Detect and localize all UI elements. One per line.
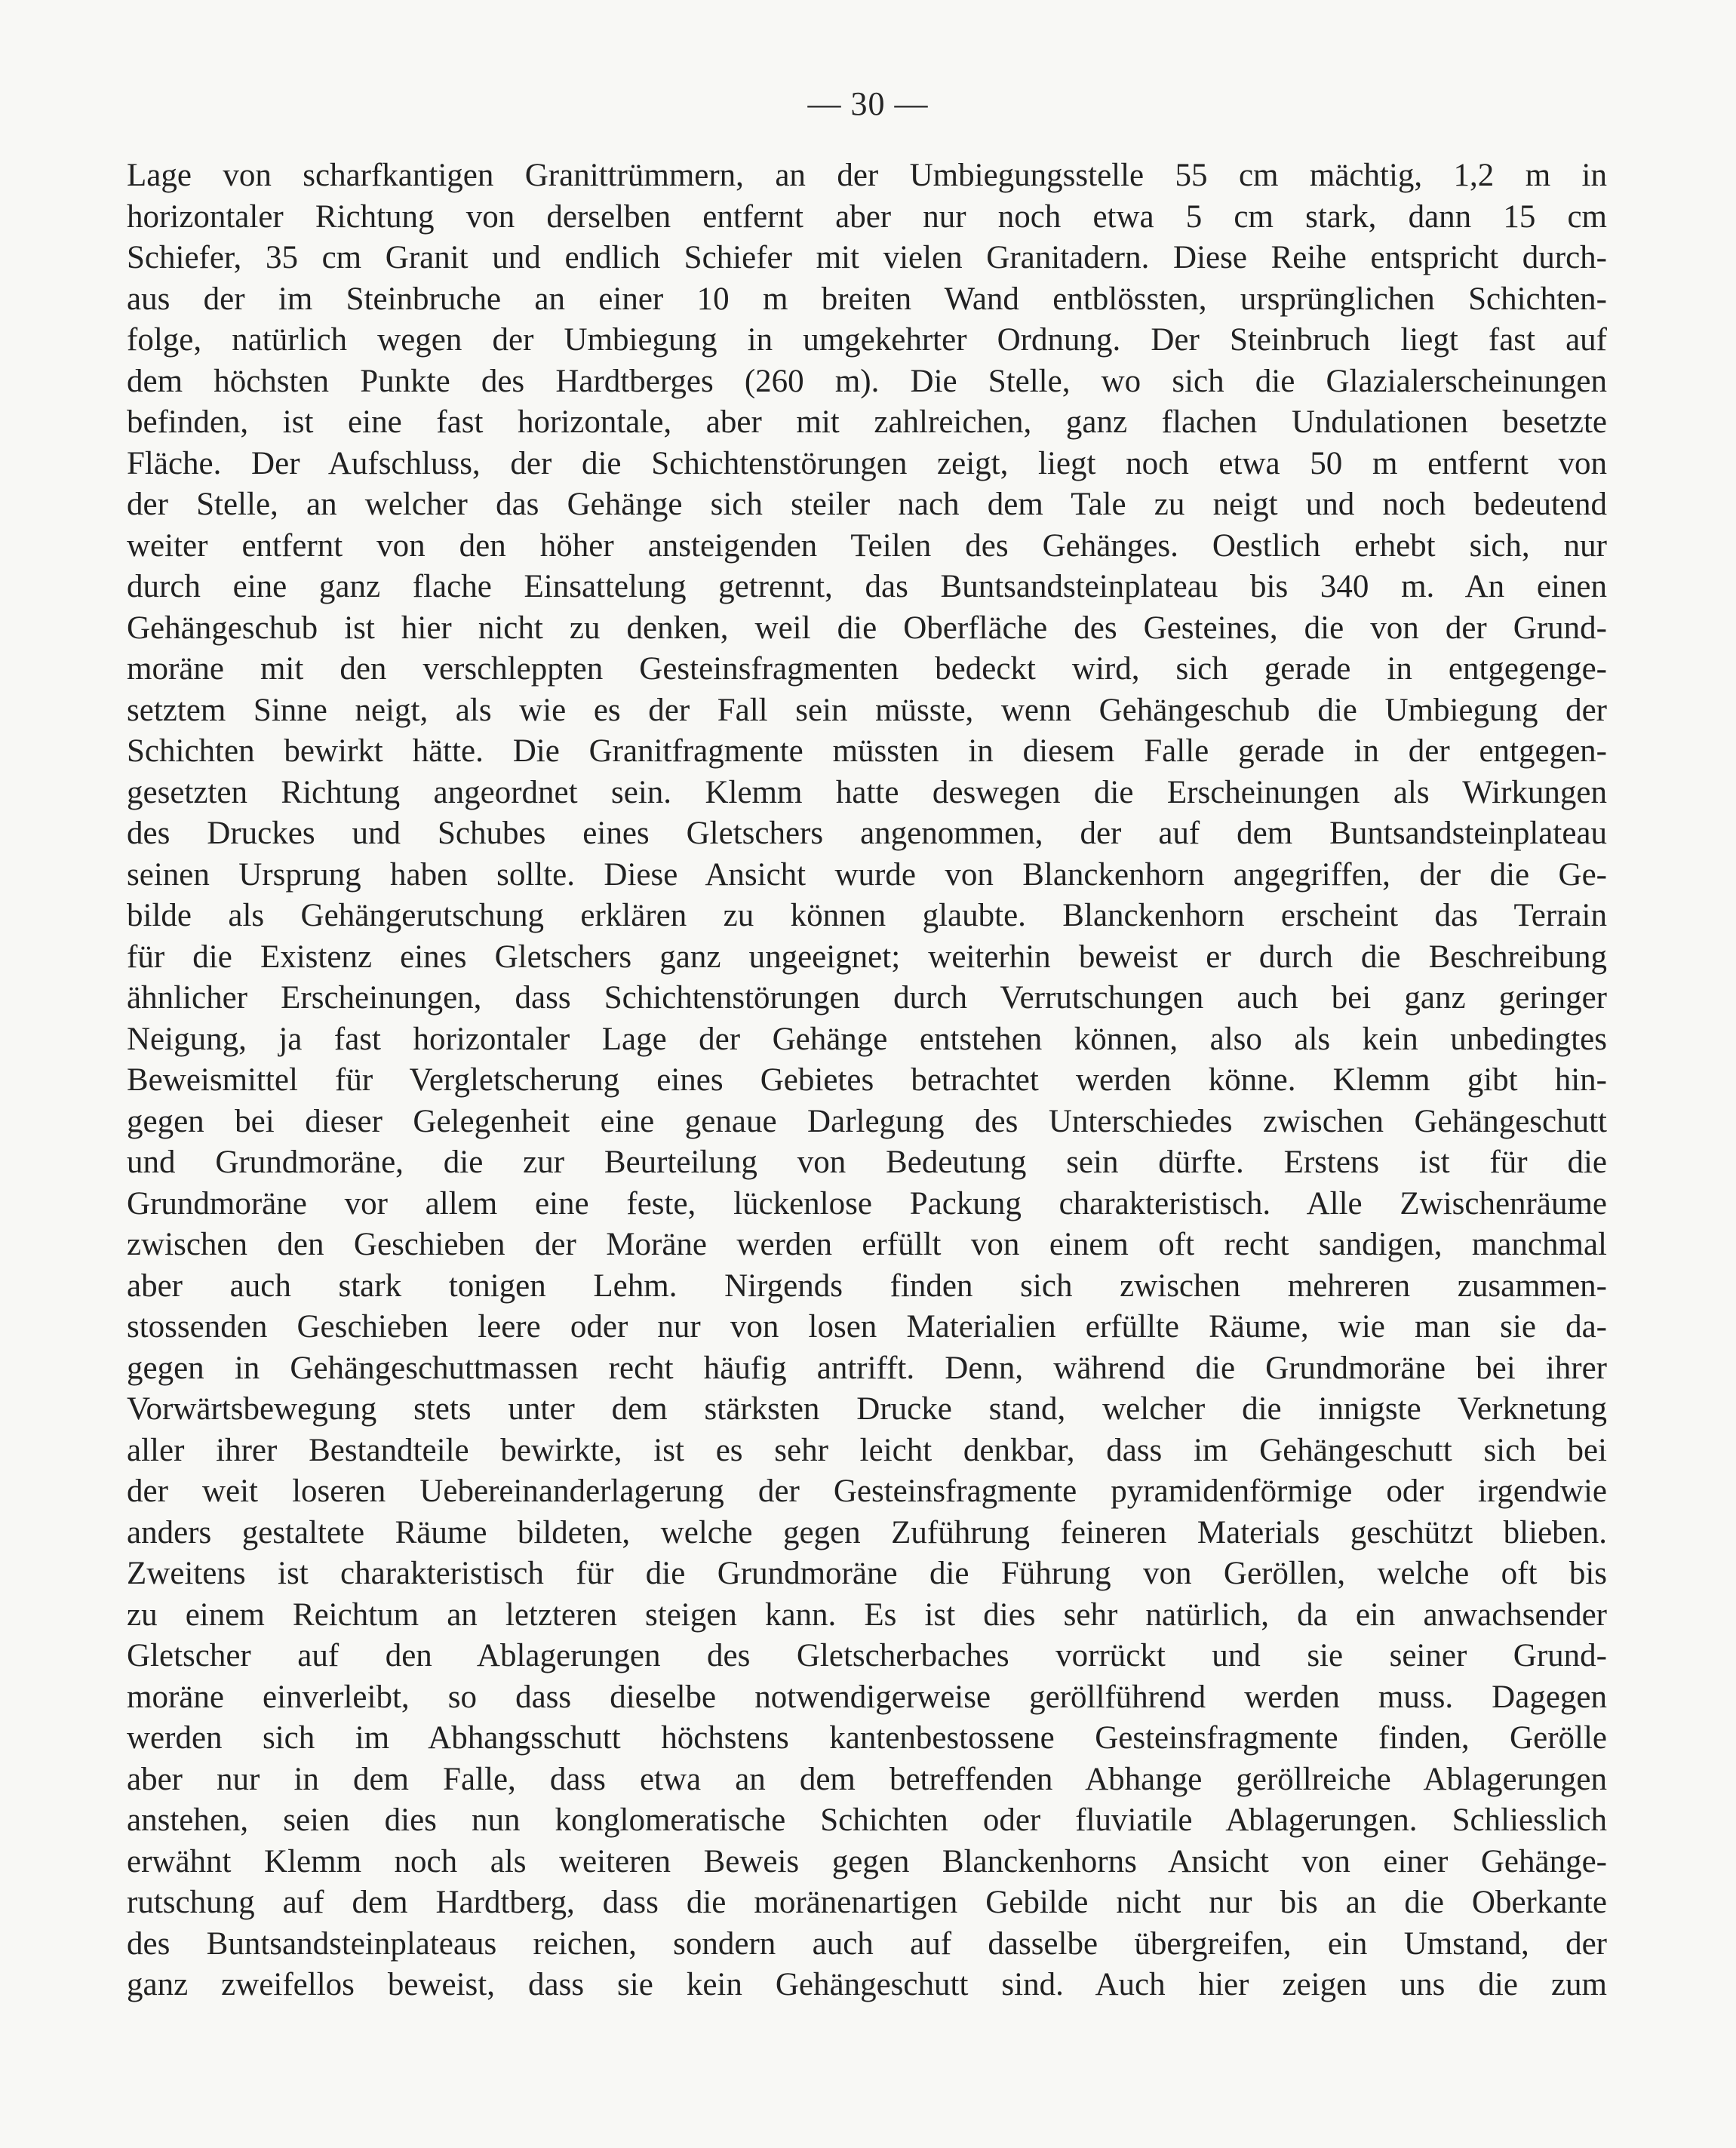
text-line: moräne mit den verschleppten Gesteinsfragmenten bedeckt wird, sich gerade in entgegenge-	[127, 651, 1607, 687]
text-line: moräne einverleibt, so dass dieselbe notwendigerweise geröllführend werden muss. Dagegen	[127, 1679, 1607, 1715]
text-line: gesetzten Richtung angeordnet sein. Klemm hatte deswegen die Erscheinungen als Wirkungen	[127, 774, 1607, 810]
text-line: Schichten bewirkt hätte. Die Granitfragmente müssten in diesem Falle gerade in der entgegen-	[127, 733, 1607, 769]
text-line: folge, natürlich wegen der Umbiegung in umgekehrter Ordnung. Der Steinbruch liegt fast auf	[127, 322, 1607, 358]
text-line: anstehen, seien dies nun konglomeratische Schichten oder fluviatile Ablagerungen. Schliesslich	[127, 1802, 1607, 1838]
text-line: Neigung, ja fast horizontaler Lage der Gehänge entstehen können, also als kein unbedingtes	[127, 1021, 1607, 1057]
text-line: Gehängeschub ist hier nicht zu denken, weil die Oberfläche des Gesteines, die von der Grund-	[127, 610, 1607, 646]
text-line: der Stelle, an welcher das Gehänge sich steiler nach dem Tale zu neigt und noch bedeutend	[127, 487, 1607, 522]
text-line: Gletscher auf den Ablagerungen des Gletscherbaches vorrückt und sie seiner Grund-	[127, 1638, 1607, 1673]
text-line: aller ihrer Bestandteile bewirkte, ist es sehr leicht denkbar, dass im Gehängeschutt sich bei	[127, 1432, 1607, 1468]
text-line: bilde als Gehängerutschung erklären zu können glaubte. Blanckenhorn erscheint das Terrain	[127, 898, 1607, 933]
text-line: zwischen den Geschieben der Moräne werden erfüllt von einem oft recht sandigen, manchmal	[127, 1227, 1607, 1262]
text-line: gegen in Gehängeschuttmassen recht häufig antrifft. Denn, während die Grundmoräne bei ihrer	[127, 1350, 1607, 1386]
text-line: für die Existenz eines Gletschers ganz ungeeignet; weiterhin beweist er durch die Beschreibung	[127, 939, 1607, 975]
text-line: werden sich im Abhangsschutt höchstens kantenbestossene Gesteinsfragmente finden, Gerölle	[127, 1720, 1607, 1756]
text-line: befinden, ist eine fast horizontale, aber mit zahlreichen, ganz flachen Undulationen besetzte	[127, 404, 1607, 440]
text-line: Grundmoräne vor allem eine feste, lückenlose Packung charakteristisch. Alle Zwischenräume	[127, 1185, 1607, 1222]
text-line: weiter entfernt von den höher ansteigenden Teilen des Gehänges. Oestlich erhebt sich, nur	[127, 527, 1607, 564]
text-line: Lage von scharfkantigen Granittrümmern, an der Umbiegungsstelle 55 cm mächtig, 1,2 m in	[127, 158, 1607, 193]
text-line: aber auch stark tonigen Lehm. Nirgends finden sich zwischen mehreren zusammen-	[127, 1268, 1607, 1304]
text-line: des Druckes und Schubes eines Gletschers angenommen, der auf dem Buntsandsteinplateau	[127, 816, 1607, 851]
body-text	[127, 155, 1607, 2006]
text-line: zu einem Reichtum an letzteren steigen kann. Es ist dies sehr natürlich, da ein anwachsender	[127, 1596, 1607, 1633]
text-line: und Grundmoräne, die zur Beurteilung von Bedeutung sein dürfte. Erstens ist für die	[127, 1145, 1607, 1180]
text-line: des Buntsandsteinplateaus reichen, sondern auch auf dasselbe übergreifen, ein Umstand, der	[127, 1925, 1607, 1962]
text-line: Fläche. Der Aufschluss, der die Schichtenstörungen zeigt, liegt noch etwa 50 m entfernt von	[127, 445, 1607, 481]
text-line: seinen Ursprung haben sollte. Diese Ansicht wurde von Blanckenhorn angegriffen, der die Ge-	[127, 856, 1607, 893]
text-line: der weit loseren Uebereinanderlagerung der Gesteinsfragmente pyramidenförmige oder irgendwie	[127, 1473, 1607, 1509]
text-line: dem höchsten Punkte des Hardtberges (260 m). Die Stelle, wo sich die Glazialerscheinungen	[127, 363, 1607, 399]
text-line: aber nur in dem Falle, dass etwa an dem betreffenden Abhange geröllreiche Ablagerungen	[127, 1761, 1607, 1797]
text-line: aus der im Steinbruche an einer 10 m breiten Wand entblössten, ursprünglichen Schichten-	[127, 281, 1607, 317]
text-line: anders gestaltete Räume bildeten, welche gegen Zuführung feineren Materials geschützt blieben.	[127, 1514, 1607, 1550]
text-line: Vorwärtsbewegung stets unter dem stärksten Drucke stand, welcher die innigste Verknetung	[127, 1391, 1607, 1427]
text-line: stossenden Geschieben leere oder nur von losen Materialien erfüllte Räume, wie man sie da-	[127, 1309, 1607, 1344]
text-line: Beweismittel für Vergletscherung eines Gebietes betrachtet werden könne. Klemm gibt hin-	[127, 1062, 1607, 1098]
text-line: Zweitens ist charakteristisch für die Grundmoräne die Führung von Geröllen, welche oft bis	[127, 1556, 1607, 1591]
page-number: — 30 —	[807, 85, 929, 122]
text-line: Schiefer, 35 cm Granit und endlich Schiefer mit vielen Granitadern. Diese Reihe entspricht durch-	[127, 240, 1607, 275]
text-line: gegen bei dieser Gelegenheit eine genaue Darlegung des Unterschiedes zwischen Gehängeschutt	[127, 1103, 1607, 1139]
text-line: durch eine ganz flache Einsattelung getrennt, das Buntsandsteinplateau bis 340 m. An einen	[127, 569, 1607, 604]
text-line: ganz zweifellos beweist, dass sie kein Gehängeschutt sind. Auch hier zeigen uns die zum	[127, 1967, 1607, 2002]
text-line: setztem Sinne neigt, als wie es der Fall sein müsste, wenn Gehängeschub die Umbiegung der	[127, 692, 1607, 728]
text-line: horizontaler Richtung von derselben entfernt aber nur noch etwa 5 cm stark, dann 15 cm	[127, 198, 1607, 235]
text-line: erwähnt Klemm noch als weiteren Beweis gegen Blanckenhorns Ansicht von einer Gehänge-	[127, 1843, 1607, 1879]
text-line: rutschung auf dem Hardtberg, dass die moränenartigen Gebilde nicht nur bis an die Oberkante	[127, 1885, 1607, 1920]
text-line: ähnlicher Erscheinungen, dass Schichtenstörungen durch Verrutschungen auch bei ganz geringer	[127, 980, 1607, 1016]
